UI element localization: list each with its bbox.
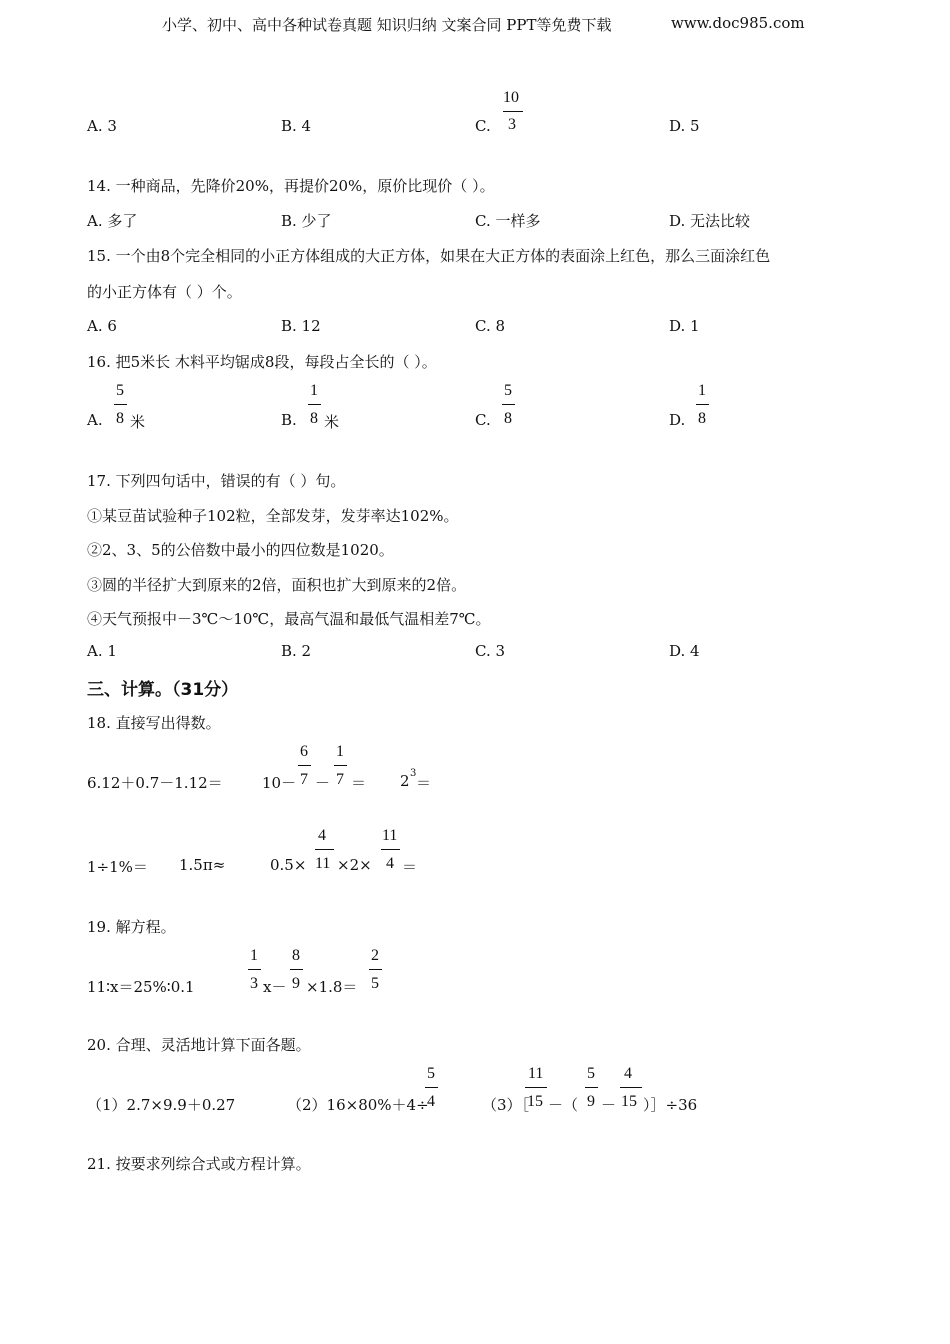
- q15-option-b: B. 12: [281, 317, 321, 335]
- q16-a-denominator: 8: [116, 410, 124, 427]
- q20-expr-2-pre: （2）16×80%＋4÷: [287, 1096, 429, 1114]
- q16-stem: 16. 把5米长 木料平均锯成8段，每段占全长的（ ）。: [87, 353, 437, 371]
- q18-expr-4: 1÷1%＝: [87, 858, 148, 876]
- q17-option-c: C. 3: [475, 642, 506, 660]
- q18-expr-6-f1-num: 4: [318, 827, 326, 844]
- q18-expr-6-f1-den: 11: [315, 855, 331, 872]
- q20-expr-1: （1）2.7×9.9＋0.27: [87, 1096, 236, 1114]
- q14-option-c: C. 一样多: [475, 212, 541, 230]
- q17-option-a: A. 1: [87, 642, 117, 660]
- q16-b-fraction-bar: [308, 404, 321, 405]
- q19-mid-2: ×1.8＝: [306, 978, 358, 996]
- section-title: 三、计算。（31分）: [87, 680, 239, 700]
- q14-stem: 14. 一种商品，先降价20%，再提价20%，原价比现价（ ）。: [87, 177, 495, 195]
- q14-option-a: A. 多了: [87, 212, 138, 230]
- q13-option-a: A. 3: [87, 117, 117, 135]
- q18-expr-6-pre: 0.5×: [270, 856, 307, 874]
- q16-b-denominator: 8: [310, 410, 318, 427]
- q16-option-c-label: C.: [475, 411, 491, 429]
- header-right: www.doc985.com: [671, 14, 805, 32]
- q20-expr-3-f3-den: 15: [621, 1093, 637, 1110]
- q16-c-numerator: 5: [504, 382, 512, 399]
- q15-stem-line1: 15. 一个由8个完全相同的小正方体组成的大正方体，如果在大正方体的表面涂上红色，那么三面涂红色: [87, 247, 771, 265]
- q20-expr-3-f1-den: 15: [527, 1093, 543, 1110]
- q19-f1-num: 1: [250, 947, 258, 964]
- q16-option-d-label: D.: [669, 411, 686, 429]
- q13-option-d: D. 5: [669, 117, 700, 135]
- q18-expr-2-f2-bar: [334, 765, 347, 766]
- q18-expr-3-exponent: 3: [410, 768, 417, 779]
- q18-expr-2-f2-den: 7: [336, 771, 344, 788]
- q14-option-b: B. 少了: [281, 212, 332, 230]
- q20-expr-3-f3-bar: [620, 1087, 642, 1088]
- q16-d-fraction-bar: [696, 404, 709, 405]
- q15-option-a: A. 6: [87, 317, 117, 335]
- q17-item-4: ④天气预报中－3℃～10℃，最高气温和最低气温相差7℃。: [87, 610, 491, 628]
- q19-mid-1: x－: [263, 978, 287, 996]
- q17-item-3: ③圆的半径扩大到原来的2倍，面积也扩大到原来的2倍。: [87, 576, 467, 594]
- q19-f2-num: 8: [292, 947, 300, 964]
- q13-c-numerator: 10: [503, 89, 519, 106]
- q17-option-d: D. 4: [669, 642, 700, 660]
- q16-a-numerator: 5: [116, 382, 124, 399]
- q18-expr-6-post: ＝: [402, 858, 418, 876]
- q18-expr-2-f2-num: 1: [336, 743, 344, 760]
- q19-f3-num: 2: [371, 947, 379, 964]
- q20-expr-2-num: 5: [427, 1065, 435, 1082]
- q18-expr-6-f2-num: 11: [382, 827, 398, 844]
- q20-expr-3-f1-num: 11: [528, 1065, 544, 1082]
- q20-expr-2-den: 4: [427, 1093, 435, 1110]
- q19-f2-bar: [290, 969, 303, 970]
- q14-option-d: D. 无法比较: [669, 212, 751, 230]
- q18-expr-6-f2-bar: [381, 849, 400, 850]
- q19-stem: 19. 解方程。: [87, 918, 176, 936]
- q16-d-numerator: 1: [698, 382, 706, 399]
- q18-expr-2-f1-bar: [298, 765, 311, 766]
- q15-option-c: C. 8: [475, 317, 506, 335]
- q13-option-c: C.: [475, 117, 491, 135]
- q20-expr-3-pre: （3）［: [482, 1096, 530, 1114]
- q13-option-b: B. 4: [281, 117, 312, 135]
- q20-stem: 20. 合理、灵活地计算下面各题。: [87, 1036, 311, 1054]
- q18-stem: 18. 直接写出得数。: [87, 714, 221, 732]
- q19-f1-bar: [248, 969, 261, 970]
- q16-option-a-label: A.: [87, 411, 103, 429]
- q20-expr-2-bar: [425, 1087, 438, 1088]
- q18-expr-2-f1-num: 6: [300, 743, 308, 760]
- q18-expr-6-f2-den: 4: [386, 855, 394, 872]
- q16-b-unit: 米: [324, 413, 340, 431]
- q18-expr-2-post: ＝: [351, 774, 367, 792]
- q17-option-b: B. 2: [281, 642, 312, 660]
- q13-c-fraction-bar: [503, 111, 523, 112]
- q17-item-2: ②2、3、5的公倍数中最小的四位数是1020。: [87, 541, 394, 559]
- q19-equation-1: 11∶x＝25%∶0.1: [87, 978, 195, 996]
- q20-expr-3-f2-num: 5: [587, 1065, 595, 1082]
- q18-expr-2-f1-den: 7: [300, 771, 308, 788]
- q18-expr-3-base: 2: [400, 772, 410, 790]
- q20-expr-3-post: ）］÷36: [643, 1096, 698, 1114]
- q21-stem: 21. 按要求列综合式或方程计算。: [87, 1155, 311, 1173]
- q18-expr-6-f1-bar: [315, 849, 334, 850]
- q16-b-numerator: 1: [310, 382, 318, 399]
- q18-expr-2-pre: 10－: [262, 774, 297, 792]
- q20-expr-3-mid-2: －: [601, 1096, 617, 1114]
- q19-f3-den: 5: [371, 975, 379, 992]
- header-left: 小学、初中、高中各种试卷真题 知识归纳 文案合同 PPT等免费下载: [162, 16, 612, 34]
- q20-expr-3-f2-bar: [585, 1087, 598, 1088]
- q17-item-1: ①某豆苗试验种子102粒，全部发芽，发芽率达102%。: [87, 507, 459, 525]
- q16-option-b-label: B.: [281, 411, 297, 429]
- q18-expr-5: 1.5π≈: [179, 856, 226, 874]
- q18-expr-6-mid: ×2×: [337, 856, 372, 874]
- q18-expr-3-post: ＝: [416, 774, 432, 792]
- q16-a-unit: 米: [130, 413, 146, 431]
- q20-expr-3-f2-den: 9: [587, 1093, 595, 1110]
- q16-c-denominator: 8: [504, 410, 512, 427]
- q17-stem: 17. 下列四句话中，错误的有（ ）句。: [87, 472, 346, 490]
- q19-f1-den: 3: [250, 975, 258, 992]
- q13-c-denominator: 3: [508, 116, 516, 133]
- q16-a-fraction-bar: [114, 404, 127, 405]
- q19-f2-den: 9: [292, 975, 300, 992]
- q15-stem-line2: 的小正方体有（ ）个。: [87, 283, 242, 301]
- q18-expr-1: 6.12＋0.7－1.12＝: [87, 774, 223, 792]
- q20-expr-3-f1-bar: [525, 1087, 547, 1088]
- q18-expr-2-mid: －: [315, 774, 331, 792]
- q16-c-fraction-bar: [502, 404, 515, 405]
- q16-d-denominator: 8: [698, 410, 706, 427]
- q20-expr-3-f3-num: 4: [624, 1065, 632, 1082]
- q15-option-d: D. 1: [669, 317, 700, 335]
- q20-expr-3-mid-1: －（: [548, 1096, 579, 1114]
- q19-f3-bar: [369, 969, 382, 970]
